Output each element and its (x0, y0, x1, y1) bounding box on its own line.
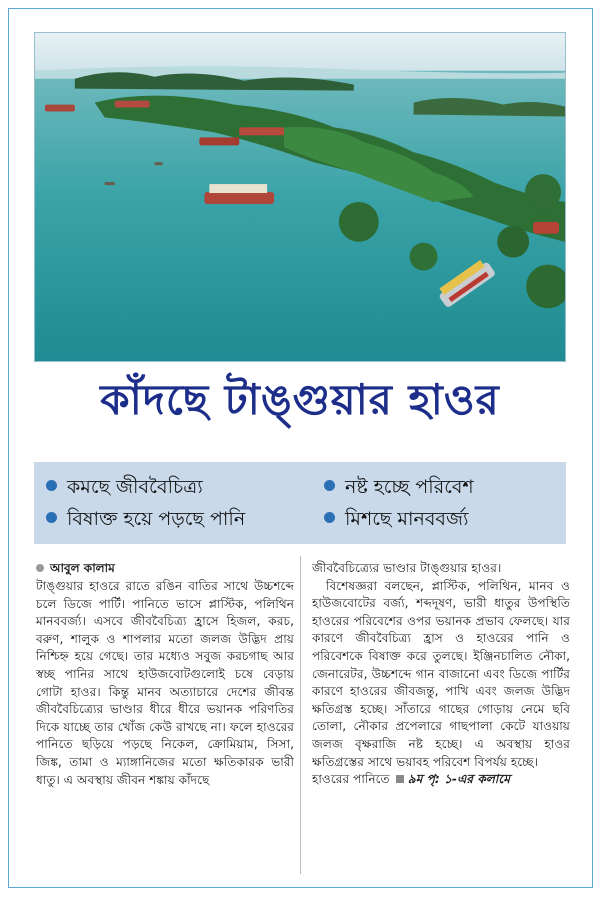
article-photo (34, 32, 566, 362)
headline: কাঁদছে টাঙ্গুয়ার হাওর (100, 375, 500, 424)
highlight-item: নষ্ট হচ্ছে পরিবেশ (324, 474, 474, 500)
article-column-1: টাঙ্গুয়ার হাওরে রাতে রঙিন বাতির সাথে উচ্চশব্দে চলে ডিজে পার্টি। পানিতে ভাসে প্লাস্টিক, পলিথিন মানববর্জ্য। এসবে জীববৈচিত্র্য হ্রাসে হিজল, করচ, বরুণ, শালুক ও শাপলার মতো জলজ উদ্ভিদ প্রায় নিশ্চিহ্ন হয়ে গেছে। তার মধ্যেও সবুজ করচগাছ আর স্বচ্ছ পানির সাথে হাউজবোটগুলোই চষে বেড়ায় গোটা হাওর। কিন্তু মানব অত্যাচারে দেশের জীবন্ত জীববৈচিত্র্যের ভাণ্ডার ধীরে ধীরে ভয়ানক পরিণতির দিকে যাচ্ছে তার খোঁজ কেউ রাখছে না। ফলে হাওরের পানিতে ছড়িয়ে পড়ছে নিকেল, ক্রোমিয়াম, সিসা, জিঙ্ক, তামা ও ম্যাঙ্গানিজের মতো ক্ষতিকারক ভারী ধাতু। এ অবস্থায় জীবন শঙ্কায় কাঁদছে (36, 579, 294, 787)
square-icon (396, 775, 404, 783)
bullet-icon (324, 512, 335, 523)
highlights-box (34, 462, 566, 544)
bullet-icon (46, 512, 57, 523)
bullet-icon (36, 564, 44, 572)
highlight-item: কমছে জীববৈচিত্র্য (46, 474, 203, 500)
column-2-end: হাওরের পানিতে ৯ম পৃ: ১-এর কলামে (312, 772, 511, 787)
highlight-item: মিশছে মানববর্জ্য (324, 506, 468, 532)
column-2-body: বিশেষজ্ঞরা বলছেন, প্লাস্টিক, পলিথিন, মানব ও হাউজবোটের বর্জ্য, শব্দদূষণ, ভারী ধাতুর উপস্থিতি হাওরের পরিবেশের ওপর ভয়ানক প্রভাব ফেলছে। যার কারণে জীববৈচিত্র্য হ্রাস ও হাওরের পানি ও পরিবেশকে বিষাক্ত করে তুলছে। ইঞ্জিনচালিত নৌকা, জেনারেটর, উচ্চশব্দে গান বাজানো এবং ডিজে পার্টির কারণে হাওরের জীবজন্তু, পাখি এবং জলজ উদ্ভিদ ক্ষতিগ্রস্ত হচ্ছে। সাঁতারে গাছের গোড়ায় নেমে ছবি তোলা, নৌকার প্রপেলারে গাছপালা কেটে যাওয়ায় জলজ বৃক্ষরাজি নষ্ট হচ্ছে। এ অবস্থায় হাওর ক্ষতিগ্রস্তের সাথে ভয়াবহ পরিবেশ বিপর্যয় হচ্ছে। (312, 578, 570, 769)
bullet-icon (324, 480, 335, 491)
jump-reference[interactable]: ৯ম পৃ: ১-এর কলামে (390, 772, 510, 786)
author-byline: আবুল কালাম (36, 560, 115, 580)
column-2-lead: জীববৈচিত্র্যের ভাণ্ডার টাঙ্গুয়ার হাওর। (312, 561, 502, 575)
bullet-icon (46, 480, 57, 491)
lake-photo-icon (35, 33, 565, 361)
article-column-2 (312, 560, 570, 789)
highlight-item: বিষাক্ত হয়ে পড়ছে পানি (46, 506, 245, 532)
column-divider (300, 556, 301, 874)
